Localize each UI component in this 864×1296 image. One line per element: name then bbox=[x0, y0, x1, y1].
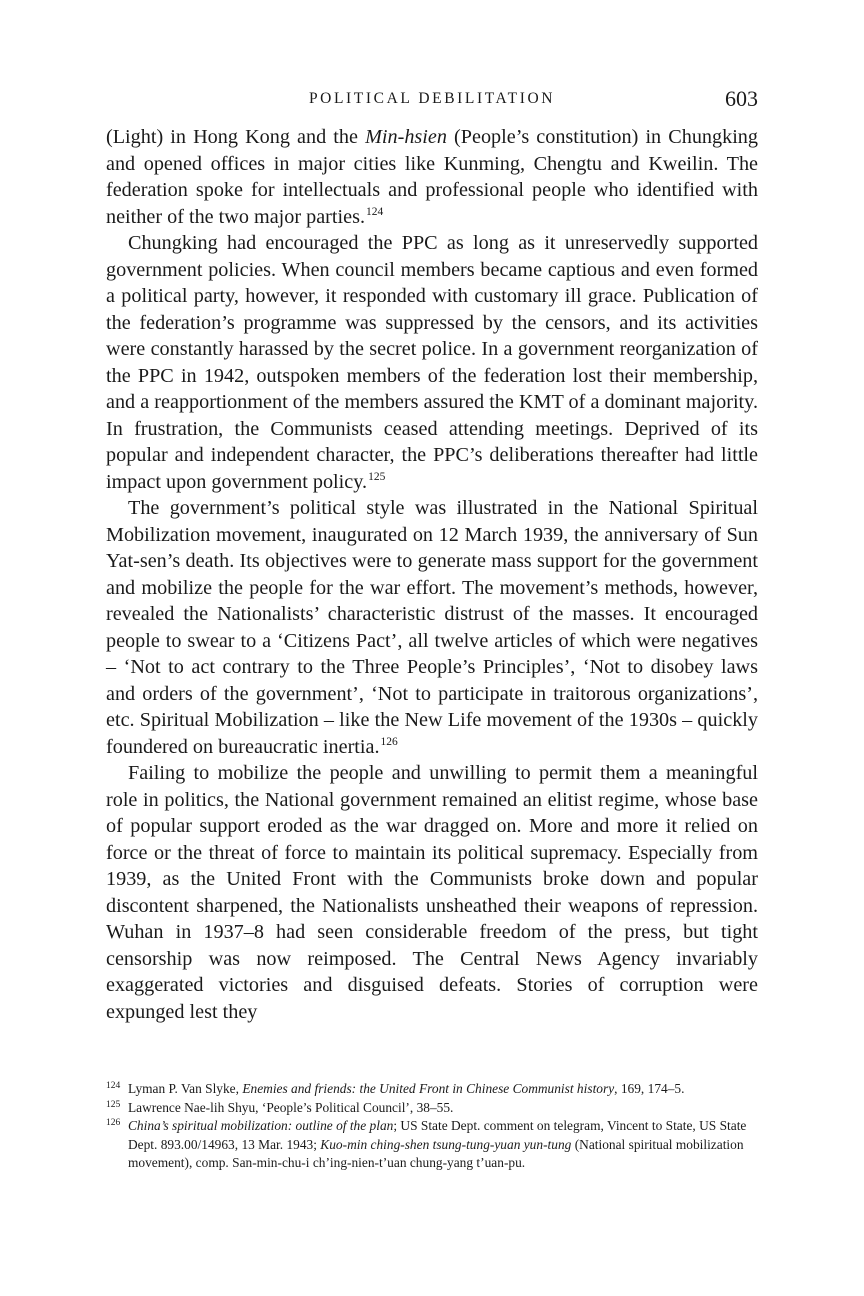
footnotes bbox=[106, 1080, 758, 1173]
footnote-126-title-a: China’s spiritual mobilization: outline of the plan bbox=[128, 1118, 394, 1134]
footnote-126-title-c: Kuo-min ching-shen tsung-tung-yuan yun-tung bbox=[320, 1136, 572, 1152]
footnote-126 bbox=[106, 1117, 758, 1173]
footnote-126-text-d: (National spiritual mobilization movement), comp. San-min-chu-i ch’ing-nien-t’uan chung-yang t’uan-pu. bbox=[128, 1136, 744, 1171]
paragraph-4 bbox=[106, 760, 758, 1025]
footnote-number: 126 bbox=[106, 1118, 121, 1129]
body-text bbox=[106, 124, 758, 1025]
paragraph-4-text: Failing to mobilize the people and unwilling to permit them a meaningful role in politics, the National government remained an elitist regime, whose base of popular support eroded as the war dragged on. More and more it relied on force or the threat of force to maintain its political supremacy. Especially from 1939, as the United Front with the Communists broke down and popular discontent sharpened, the Nationalists unsheathed their weapons of repression. Wuhan in 1937–8 had seen considerable freedom of the press, but tight censorship was now reimposed. The Central News Agency invariably exaggerated victories and disguised defeats. Stories of corruption were expunged lest they bbox=[106, 762, 758, 1023]
paragraph-1-text-a: (Light) in Hong Kong and the bbox=[106, 126, 366, 148]
footnote-number: 124 bbox=[106, 1081, 121, 1091]
running-head bbox=[106, 86, 758, 116]
footnote-125-text: Lawrence Nae-lih Shyu, ‘People’s Political Council’, 38–55. bbox=[128, 1099, 454, 1115]
footnote-ref-126: 126 bbox=[380, 735, 398, 748]
paragraph-1-italic-term: Min-hsien bbox=[365, 126, 447, 148]
footnote-124-text-a: Lyman P. Van Slyke, bbox=[128, 1081, 243, 1096]
paragraph-2 bbox=[106, 230, 758, 495]
footnote-ref-125: 125 bbox=[368, 470, 386, 483]
footnote-124-text-c: , 169, 174–5. bbox=[614, 1081, 685, 1096]
paragraph-1-text-c: (People’s constitution) in Chungking and opened offices in major cities like Kunming, Chengtu and Kweilin. The federation spoke for intellectuals and professional people who identified with neither of the two major parties. bbox=[106, 126, 758, 228]
page-number: 603 bbox=[725, 86, 758, 111]
paragraph-3 bbox=[106, 495, 758, 760]
paragraph-2-text: Chungking had encouraged the PPC as long as it unreservedly supported government policies. When council members became captious and even formed a political party, however, it responded with customary ill grace. Publication of the federation’s programme was suppressed by the censors, and its activities were constantly harassed by the secret police. In a government reorganization of the PPC in 1942, outspoken members of the federation lost their membership, and a reapportionment of the members assured the KMT of a dominant majority. In frustration, the Communists ceased attending meetings. Deprived of its popular and independent character, the PPC’s deliberations thereafter had little impact upon government policy. bbox=[106, 232, 758, 493]
footnote-ref-124: 124 bbox=[366, 205, 384, 218]
footnote-number: 125 bbox=[106, 1099, 121, 1110]
paragraph-1 bbox=[106, 124, 758, 230]
paragraph-3-text: The government’s political style was illustrated in the National Spiritual Mobilization movement, inaugurated on 12 March 1939, the anniversary of Sun Yat-sen’s death. Its objectives were to generate mass support for the government and mobilize the people for the war effort. The movement’s methods, however, revealed the Nationalists’ characteristic distrust of the masses. It encouraged people to swear to a ‘Citizens Pact’, all twelve articles of which were negatives – ‘Not to act contrary to the Three People’s Principles’, ‘Not to disobey laws and orders of the government’, ‘Not to participate in traitorous organizations’, etc. Spiritual Mobilization – like the New Life movement of the 1930s – quickly foundered on bureaucratic inertia. bbox=[106, 497, 758, 758]
footnote-124 bbox=[106, 1080, 758, 1099]
running-title: POLITICAL DEBILITATION bbox=[308, 90, 556, 107]
footnote-126-text-b: ; US State Dept. comment on telegram, Vincent to State, US State Dept. 893.00/14963, 13 Mar. 1943; bbox=[128, 1118, 747, 1152]
footnote-124-book-title: Enemies and friends: the United Front in Chinese Communist history bbox=[242, 1081, 615, 1096]
footnote-125 bbox=[106, 1099, 758, 1118]
